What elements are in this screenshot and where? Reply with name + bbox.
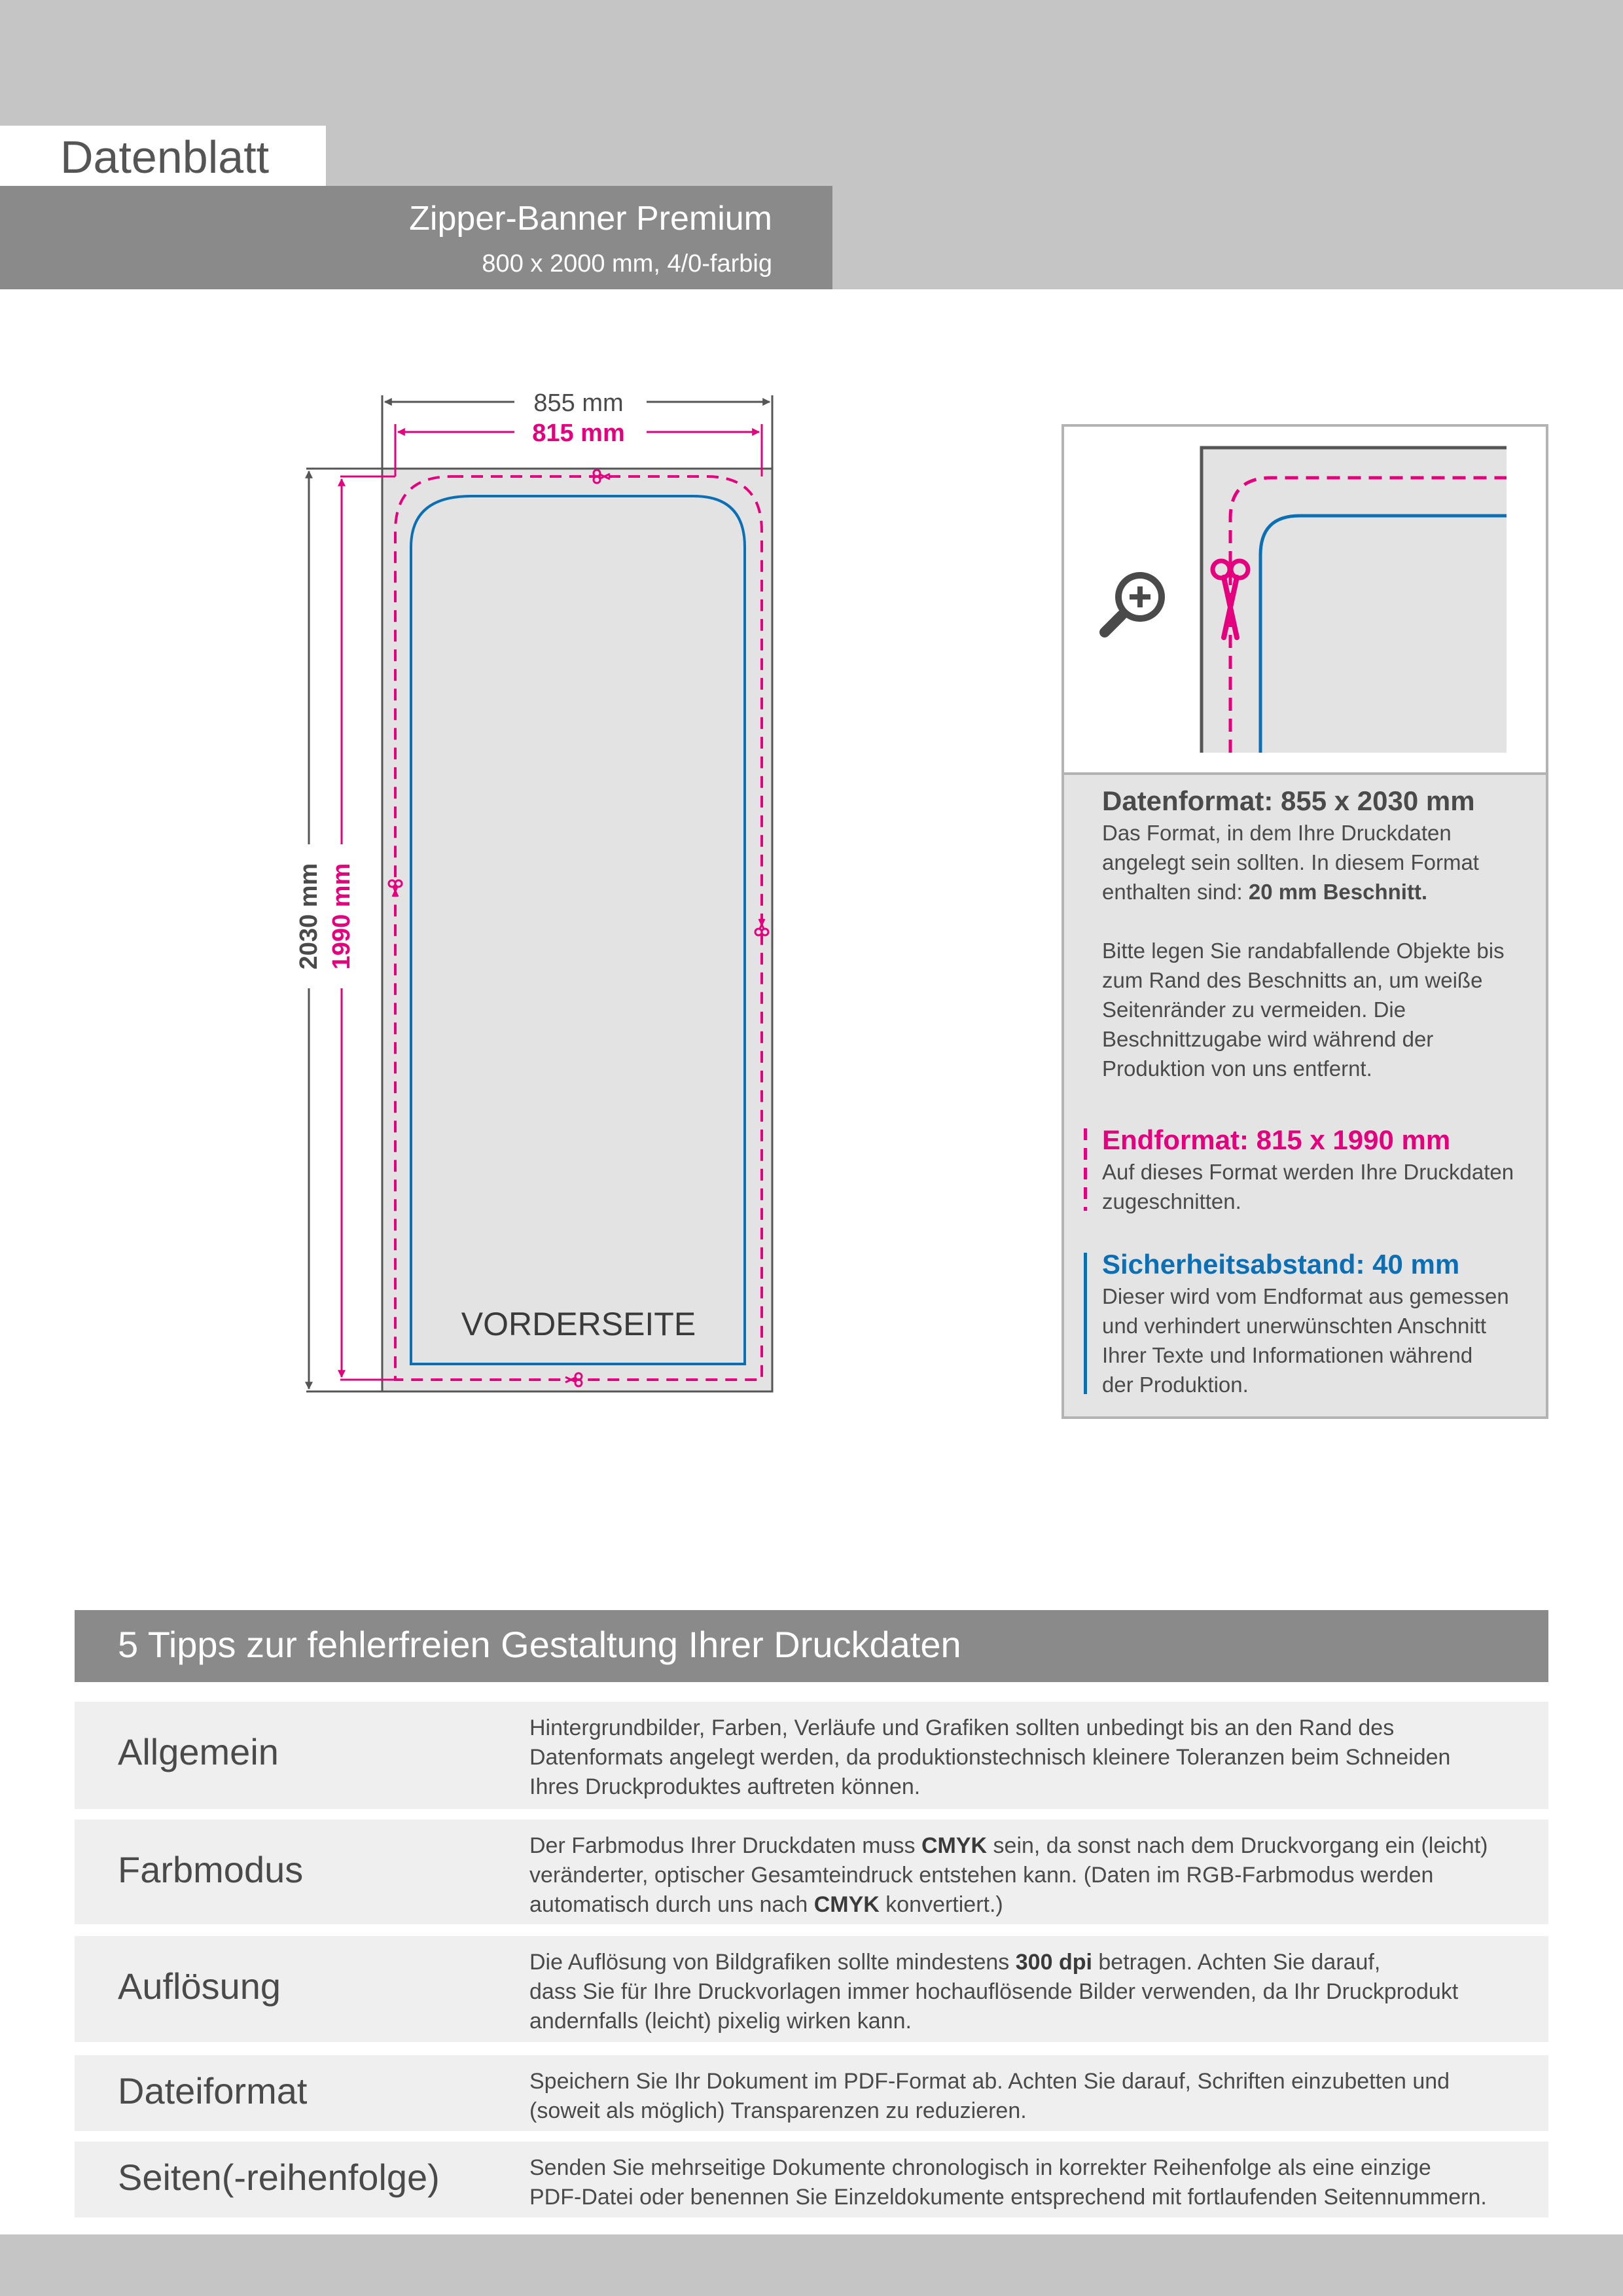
- tips-heading: 5 Tipps zur fehlerfreien Gestaltung Ihrer Druckdaten: [118, 1624, 961, 1665]
- bleed-bold: 20 mm Beschnitt.: [1248, 880, 1428, 904]
- tips-header: [75, 1610, 1548, 1682]
- datenformat-title: Datenformat: 855 x 2030 mm: [1102, 785, 1475, 816]
- tip-label: Allgemein: [118, 1731, 279, 1772]
- endformat-title: Endformat: 815 x 1990 mm: [1102, 1124, 1451, 1155]
- height-total-label: 2030 mm: [295, 863, 323, 970]
- sicherheit-block: [1102, 1247, 1534, 1399]
- datenformat-line: angelegt sein sollten. In diesem Format: [1102, 850, 1479, 874]
- datenformat-line: zum Rand des Beschnitts an, um weiße: [1102, 968, 1483, 992]
- sicherheit-line: Ihrer Texte und Informationen während: [1102, 1343, 1473, 1367]
- datenformat-line: Beschnittzugabe wird während der: [1102, 1027, 1434, 1051]
- tip-row-allgemein: [75, 1702, 1548, 1809]
- endformat-block: [1102, 1123, 1534, 1216]
- zoom-detail: [1064, 427, 1546, 775]
- tip-label: Seiten(-reihenfolge): [118, 2157, 440, 2198]
- datenformat-line: enthalten sind: 20 mm Beschnitt.: [1102, 880, 1428, 904]
- tip-label: Farbmodus: [118, 1849, 304, 1890]
- tip-label: Auflösung: [118, 1965, 281, 2007]
- sicherheit-line: der Produktion.: [1102, 1372, 1249, 1397]
- endformat-line: Auf dieses Format werden Ihre Druckdaten: [1102, 1160, 1514, 1184]
- height-final-label: 1990 mm: [328, 863, 355, 970]
- product-name: Zipper-Banner Premium: [409, 200, 772, 238]
- tip-text: Der Farbmodus Ihrer Druckdaten muss CMYK sein, da sonst nach dem Druckvorgang ein (leicht) veränderter, optischer Gesamteindruck entstehen kann. (Daten im RGB-Farbmodus werden automatisch durch uns nach CMYK konvertiert.): [529, 1833, 1488, 1917]
- datenformat-line: Das Format, in dem Ihre Druckdaten: [1102, 821, 1452, 845]
- tip-text: Hintergrundbilder, Farben, Verläufe und Grafiken sollten unbedingt bis an den Rand des Datenformats angelegt werden, da produktionstechnisch kleinere Toleranzen beim Schneiden Ihres Druckproduktes auftreten können.: [529, 1715, 1451, 1799]
- sicherheit-line: und verhindert unerwünschten Anschnitt: [1102, 1314, 1487, 1338]
- tip-text: Die Auflösung von Bildgrafiken sollte mindestens 300 dpi betragen. Achten Sie darauf, dass Sie für Ihre Druckvorlagen immer hochauflösende Bilder verwenden, da Ihr Druckprodukt andernfalls (leicht) pixelig wirken kann.: [529, 1950, 1459, 2034]
- width-final-label: 815 mm: [532, 420, 625, 447]
- page-title: Datenblatt: [60, 132, 270, 183]
- zoom-plus-icon: [1105, 572, 1165, 632]
- info-box: [1061, 424, 1548, 1419]
- product-spec: 800 x 2000 mm, 4/0-farbig: [482, 250, 772, 278]
- zoom-detail-svg: [1064, 427, 1546, 772]
- endformat-line: zugeschnitten.: [1102, 1189, 1241, 1213]
- tip-row-dateiformat: [75, 2055, 1548, 2131]
- datenformat-block: [1102, 784, 1534, 1083]
- footer-band: [0, 2234, 1623, 2296]
- tip-row-farbmodus: [75, 1820, 1548, 1924]
- tip-text: Senden Sie mehrseitige Dokumente chronologisch in korrekter Reihenfolge als eine einzige PDF-Datei oder benennen Sie Einzeldokumente entsprechend mit fortlaufenden Seitennummern.: [529, 2155, 1487, 2210]
- side-label: VORDERSEITE: [461, 1306, 696, 1342]
- endformat-marker: [1084, 1128, 1087, 1211]
- tip-text: Speichern Sie Ihr Dokument im PDF-Format ab. Achten Sie darauf, Schriften einzubetten und (soweit als möglich) Transparenzen zu reduzieren.: [529, 2069, 1450, 2123]
- datenformat-line: Bitte legen Sie randabfallende Objekte bis: [1102, 939, 1505, 963]
- datenformat-line: Produktion von uns entfernt.: [1102, 1056, 1372, 1081]
- tip-row-seiten: [75, 2142, 1548, 2217]
- sicherheit-line: Dieser wird vom Endformat aus gemessen: [1102, 1284, 1509, 1308]
- sicherheit-marker: [1084, 1253, 1087, 1394]
- width-total-label: 855 mm: [533, 389, 624, 417]
- tip-label: Dateiformat: [118, 2070, 308, 2111]
- banner-area: [382, 469, 772, 1391]
- sicherheit-title: Sicherheitsabstand: 40 mm: [1102, 1249, 1460, 1280]
- datenformat-line: Seitenränder zu vermeiden. Die: [1102, 997, 1406, 1022]
- tip-row-aufloesung: [75, 1936, 1548, 2042]
